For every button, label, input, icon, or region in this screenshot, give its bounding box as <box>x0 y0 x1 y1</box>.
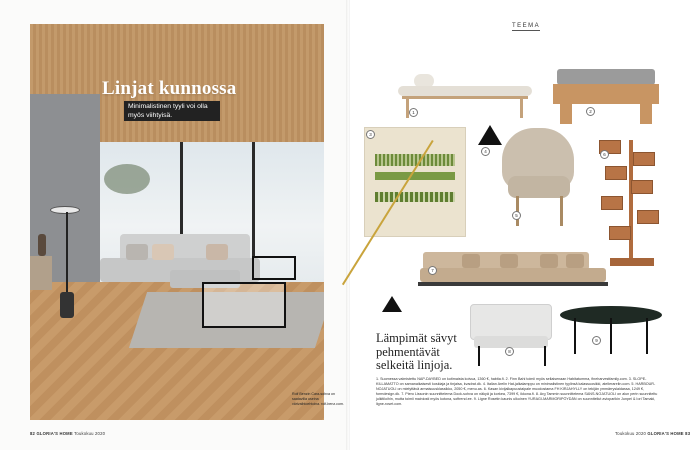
headline-line: Lämpimät sävyt <box>376 331 457 345</box>
product-credits: 1. Suomessa valmistettu NAP-DAYBED on kotimaista koivua, 1360 €, habita.fi. 2. Finn Bahi toimii myös sellaisenaan Habitatumma, fineharvestfamily.com. 3. SLOPE-KILLAMATTO on samanaikaisesti koskiaja ja tinjaisa, kvadrat.dk. 4. Italian Arelin Hat-jalkalamppu on minimalistinen tyylinsä kalassuosikki, atelierarelin.com. 5. HARBOUR-NOJATUOLI on mielyttävä armaisuusklassikko, 2050 €, menu.as. 6. Kasan kivijalkapuustaipale muodostama FH KIRJAHYLLY on tekijän ymmärryslaidassa, 1249 €, formdesign.dk. 7. Piero Lissonin suunnittelema Dock-sohva on näkyä ja korkea, 7399 €, ikkona.fi. 8. Arg Tammin suunnittelema SANS-NOJATUOLI on alun perin suunniteltu julkitiloihin, mutta toimii mainiosti myös kotona, softrend.ee. 9. Ligne Rosetin kaunis ulkoinen YURAGI-MARMORIPÖYDÄN on suunnitellut avioparikin Junpei & Iori Tamaki, ligne-roset.com. <box>376 377 658 407</box>
vase <box>38 234 46 256</box>
footer-brand: GLORIA'S HOME <box>647 431 684 436</box>
rug-stripe <box>375 154 455 166</box>
sideboard <box>30 256 52 290</box>
product-number: 3 <box>366 130 375 139</box>
page-number: 83 <box>685 431 691 436</box>
armchair-leg <box>560 196 563 226</box>
bookshelf-box <box>609 226 631 240</box>
rug-stripe <box>375 172 455 180</box>
spine-gutter <box>346 0 350 450</box>
feature-title: Linjat kunnossa <box>102 78 237 99</box>
bookshelf-box <box>637 210 659 224</box>
bookshelf-box <box>601 196 623 210</box>
daybed-leg <box>406 98 409 118</box>
bookshelf-base <box>610 258 654 266</box>
headline-line: selkeitä linjoja. <box>376 358 453 372</box>
product-number: 6 <box>600 150 609 159</box>
bookshelf-box <box>633 152 655 166</box>
sans-chair-leg <box>478 346 480 366</box>
armchair-seat <box>508 176 570 198</box>
headline-line: pehmentävät <box>376 344 440 359</box>
feature-subtitle <box>124 101 220 121</box>
tree-outside <box>104 164 150 194</box>
section-label: TEEMA <box>512 23 541 29</box>
sofa-pillow <box>566 254 584 268</box>
bench-leg <box>560 102 572 124</box>
sans-chair-leg <box>544 346 546 366</box>
daybed-cushion <box>398 86 532 96</box>
sofa-pillow <box>500 254 518 268</box>
sans-chair-back <box>470 304 552 340</box>
product-number: 5 <box>512 211 521 220</box>
sofa-pillow <box>462 254 480 268</box>
bookshelf-box <box>631 180 653 194</box>
bench-cushion <box>557 69 655 85</box>
marble-table-leg <box>646 318 648 354</box>
coffee-table <box>202 282 286 328</box>
lamp-foot <box>382 296 402 312</box>
cushion <box>206 244 228 260</box>
sans-chair-seat <box>474 336 548 348</box>
left-footer <box>30 431 105 436</box>
floor-lamp-shade <box>50 206 80 214</box>
marble-table-leg <box>610 318 612 354</box>
cushion <box>126 244 148 260</box>
product-number: 4 <box>481 147 490 156</box>
sofa-pillow <box>540 254 558 268</box>
bench-frame <box>553 84 659 104</box>
footer-date: Toukokuu 2020 <box>615 431 647 436</box>
lamp-shade <box>478 125 502 145</box>
page-number: 82 <box>30 431 36 436</box>
right-footer <box>615 431 690 436</box>
bench-leg <box>640 102 652 124</box>
product-number: 9 <box>592 336 601 345</box>
dock-sofa-base <box>418 282 608 286</box>
subtitle-line: myös viihtyisä. <box>128 112 173 119</box>
photo-caption: Rolf Benzin Cara-sohva on saatavilla useina värivaihtoehtoina. rolf-benz.com. <box>292 392 344 406</box>
footer-brand: GLORIA'S HOME <box>36 431 73 436</box>
product-number: 7 <box>428 266 437 275</box>
subtitle-line: Minimalistinen tyyli voi olla <box>128 103 208 110</box>
floor-lamp-pole <box>66 212 68 298</box>
product-number: 1 <box>409 108 418 117</box>
right-headline <box>376 332 476 373</box>
marble-table-leg <box>574 318 576 354</box>
daybed-frame <box>402 96 528 99</box>
bookshelf-box <box>605 166 627 180</box>
daybed-leg <box>520 98 523 118</box>
side-table <box>252 256 296 280</box>
dock-sofa-seat <box>420 268 606 282</box>
woven-rug <box>364 127 466 237</box>
rug-stripe <box>375 192 455 202</box>
product-number: 2 <box>586 107 595 116</box>
product-number: 8 <box>505 347 514 356</box>
footer-date: Toukokuu 2020 <box>74 431 106 436</box>
floor-lamp-base <box>60 292 74 318</box>
cushion <box>152 244 174 260</box>
